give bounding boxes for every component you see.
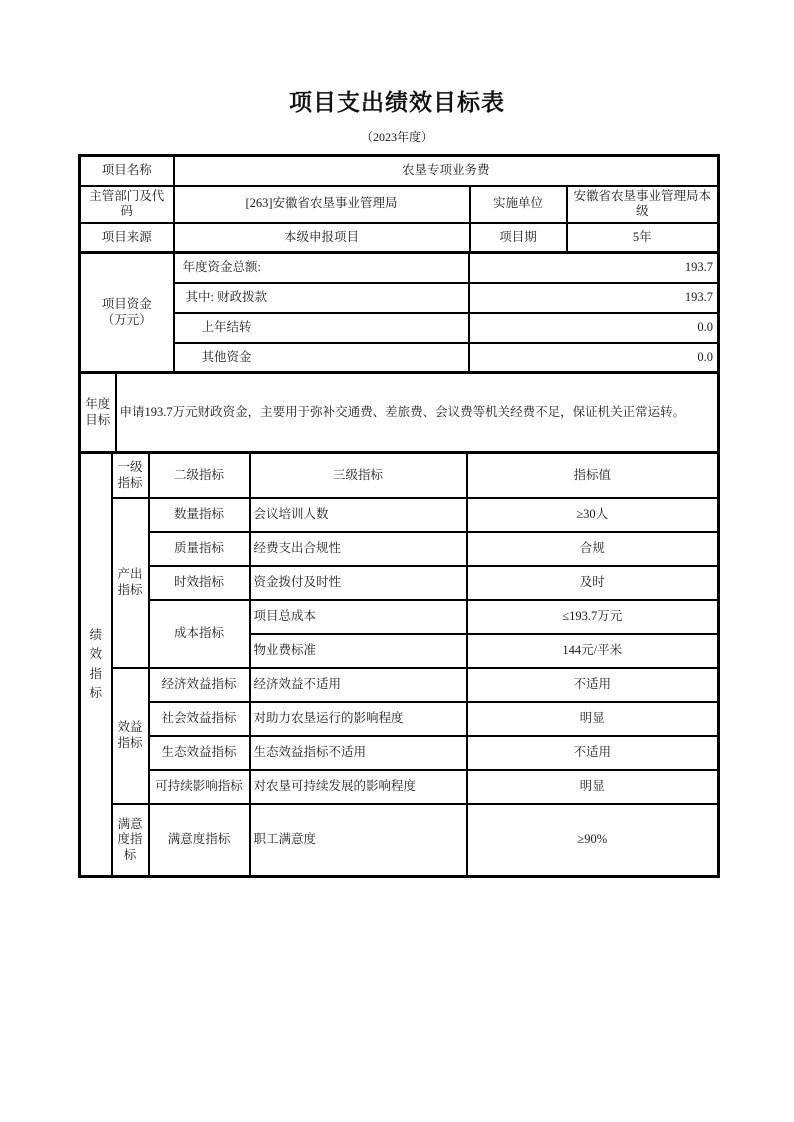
project-period-value: 5年 (567, 223, 719, 253)
indicators-table (78, 451, 720, 878)
page-title: 项目支出绩效目标表 (289, 89, 505, 115)
fund-total-label: 年度资金总额: (174, 253, 469, 283)
indicator-row (80, 736, 719, 770)
header-level2: 二级指标 (149, 453, 250, 498)
indicator-value-cell: 144元/平米 (467, 634, 719, 668)
indicator-row (80, 668, 719, 702)
level2-cell: 数量指标 (149, 498, 250, 532)
dept-code-label: 主管部门及代码 (80, 186, 174, 223)
level1-satisfaction-cell: 满意度指标 (112, 804, 149, 877)
project-source-label: 项目来源 (80, 223, 174, 253)
level3-cell: 经费支出合规性 (250, 532, 467, 566)
header-level3: 三级指标 (250, 453, 467, 498)
funds-label (80, 253, 174, 373)
funds-label-line1: 项目资金 (101, 297, 152, 312)
level1-benefit-cell: 效益指标 (112, 668, 149, 804)
level3-cell: 项目总成本 (250, 600, 467, 634)
indicator-value-cell: ≥30人 (467, 498, 719, 532)
level2-cell: 时效指标 (149, 566, 250, 600)
indicator-row (80, 600, 719, 634)
level3-cell: 对农垦可持续发展的影响程度 (250, 770, 467, 804)
impl-unit-label: 实施单位 (470, 186, 567, 223)
project-source-value: 本级申报项目 (174, 223, 470, 253)
header-level1: 一级指标 (112, 453, 149, 498)
header-value: 指标值 (467, 453, 719, 498)
indicators-label: 绩效指标 (80, 453, 112, 877)
indicator-row (80, 770, 719, 804)
project-name-label: 项目名称 (80, 156, 174, 186)
page-subtitle: （2023年度） (360, 130, 433, 144)
level2-cell: 生态效益指标 (149, 736, 250, 770)
project-funds-table (78, 251, 720, 374)
fund-fiscal-value: 193.7 (469, 283, 719, 313)
indicator-value-cell: 明显 (467, 770, 719, 804)
indicator-value-cell: ≥90% (467, 804, 719, 877)
fund-other-label: 其他资金 (174, 343, 469, 373)
annual-goal-label: 年度目标 (80, 373, 116, 453)
funds-label-line2: （万元） (101, 312, 152, 327)
annual-goal-table (78, 371, 720, 454)
project-name-value: 农垦专项业务费 (174, 156, 719, 186)
level3-cell: 职工满意度 (250, 804, 467, 877)
indicator-row (80, 532, 719, 566)
fund-total-value: 193.7 (469, 253, 719, 283)
level3-cell: 对助力农垦运行的影响程度 (250, 702, 467, 736)
level3-cell: 经济效益不适用 (250, 668, 467, 702)
fund-other-value: 0.0 (469, 343, 719, 373)
fund-fiscal-label: 其中: 财政拨款 (174, 283, 469, 313)
indicator-value-cell: ≤193.7万元 (467, 600, 719, 634)
level3-cell: 生态效益指标不适用 (250, 736, 467, 770)
indicator-row (80, 498, 719, 532)
indicator-value-cell: 及时 (467, 566, 719, 600)
level3-cell: 物业费标准 (250, 634, 467, 668)
fund-carryover-value: 0.0 (469, 313, 719, 343)
indicator-row (80, 702, 719, 736)
level2-cost-cell: 成本指标 (149, 600, 250, 668)
indicator-value-cell: 明显 (467, 702, 719, 736)
project-period-label: 项目期 (470, 223, 567, 253)
level3-cell: 会议培训人数 (250, 498, 467, 532)
level2-cell: 经济效益指标 (149, 668, 250, 702)
indicator-value-cell: 不适用 (467, 736, 719, 770)
performance-table (78, 154, 717, 878)
level3-cell: 资金拨付及时性 (250, 566, 467, 600)
indicator-value-cell: 不适用 (467, 668, 719, 702)
impl-unit-value: 安徽省农垦事业管理局本级 (567, 186, 719, 223)
level2-cell: 质量指标 (149, 532, 250, 566)
level1-output-cell: 产出指标 (112, 498, 149, 668)
annual-goal-text: 申请193.7万元财政资金，主要用于弥补交通费、差旅费、会议费等机关经费不足，保证机关正常运转。 (116, 373, 719, 453)
dept-code-value: [263]安徽省农垦事业管理局 (174, 186, 470, 223)
indicator-value-cell: 合规 (467, 532, 719, 566)
fund-carryover-label: 上年结转 (174, 313, 469, 343)
indicator-row (80, 566, 719, 600)
project-info-table (78, 154, 720, 254)
level2-cell: 社会效益指标 (149, 702, 250, 736)
level2-cell: 可持续影响指标 (149, 770, 250, 804)
level2-cell: 满意度指标 (149, 804, 250, 877)
indicator-row (80, 804, 719, 877)
